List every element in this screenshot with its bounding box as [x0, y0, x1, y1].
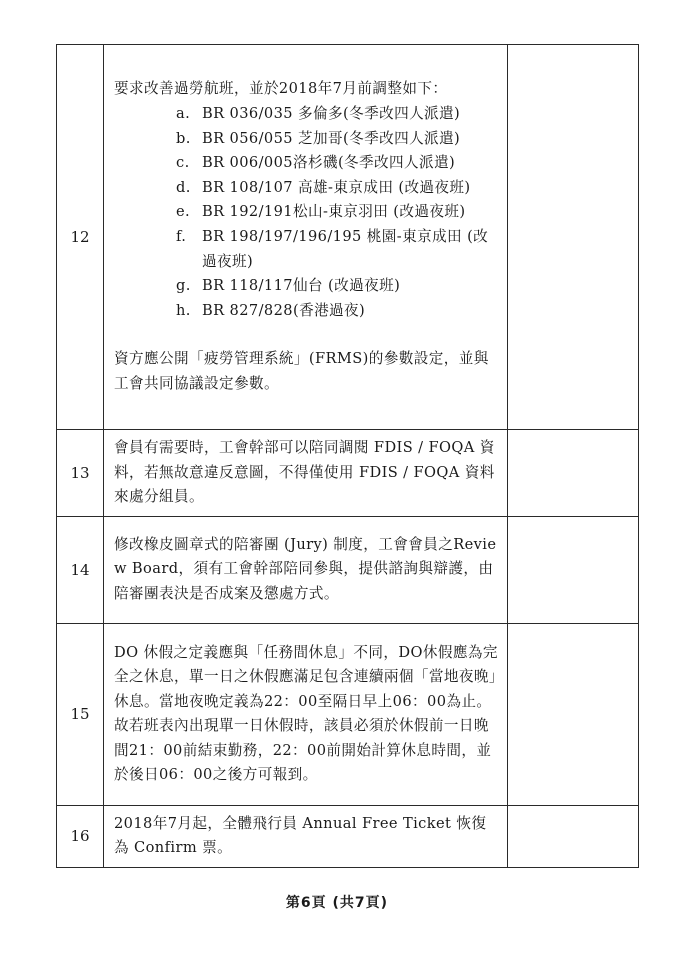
list-marker: d.	[176, 178, 191, 196]
list-marker: a.	[176, 105, 191, 123]
remarks-cell	[508, 516, 639, 623]
table-row-15	[57, 623, 639, 805]
list-marker: c.	[176, 154, 190, 172]
list-text: BR 192/191松山-東京羽田 (改過夜班)	[202, 203, 466, 221]
list-text: BR 006/005洛杉磯(冬季改四人派遣)	[202, 154, 456, 172]
list-text: BR 118/117仙台 (改過夜班)	[202, 277, 401, 295]
list-text: BR 827/828(香港過夜)	[202, 301, 366, 319]
row-content: 會員有需要時，工會幹部可以陪同調閱 FDIS / FOQA 資料，若無故意違反意圖，不得僅使用 FDIS / FOQA 資料來處分組員。	[104, 430, 508, 517]
list-marker: g.	[176, 277, 191, 295]
row-content: DO 休假之定義應與「任務間休息」不同，DO休假應為完全之休息，單一日之休假應滿足包含連續兩個「當地夜晚」休息。當地夜晚定義為22：00至隔日早上06：00為止。故若班表內出現單一日休假時，該員必須於休假前一日晚間21：00前結束勤務，22：00前開始計算休息時間，並於後日06：00之後方可報到。	[104, 623, 508, 805]
list-item	[114, 225, 499, 274]
row-number: 12	[57, 45, 104, 430]
list-item	[114, 127, 499, 152]
remarks-cell	[508, 805, 639, 867]
list-marker: f.	[176, 228, 187, 245]
list-item	[114, 274, 499, 299]
page-footer: 第6頁 (共7頁)	[285, 895, 389, 911]
row-intro: 要求改善過勞航班，並於2018年7月前調整如下：	[114, 80, 448, 98]
table-row-16	[57, 805, 639, 867]
table-row-13	[57, 430, 639, 517]
row-number: 16	[57, 805, 104, 867]
row-number: 15	[57, 623, 104, 805]
row-number: 13	[57, 430, 104, 517]
remarks-cell	[508, 45, 639, 430]
spacer	[114, 323, 499, 347]
list-item	[114, 102, 499, 127]
row-number: 14	[57, 516, 104, 623]
list-marker: h.	[176, 301, 191, 319]
list-text: BR 036/035 多倫多(冬季改四人派遣)	[202, 105, 461, 123]
list-item	[114, 299, 499, 324]
list-text: BR 056/055 芝加哥(冬季改四人派遣)	[202, 129, 461, 147]
list-item	[114, 200, 499, 225]
table-row-14	[57, 516, 639, 623]
list-text: BR 198/197/196/195 桃園-東京成田 (改過夜班)	[202, 228, 489, 270]
list-text: BR 108/107 高雄-東京成田 (改過夜班)	[202, 178, 471, 196]
remarks-cell	[508, 430, 639, 517]
row-content	[104, 45, 508, 430]
list-item	[114, 176, 499, 201]
list-marker: b.	[176, 129, 191, 147]
table-row-12	[57, 45, 639, 430]
remarks-cell	[508, 623, 639, 805]
row-content: 2018年7月起，全體飛行員 Annual Free Ticket 恢復為 Confirm 票。	[104, 805, 508, 867]
row-content: 修改橡皮圖章式的陪審團 (Jury) 制度，工會會員之Review Board，須有工會幹部陪同參與，提供諮詢與辯護，由陪審團表決是否成案及懲處方式。	[104, 516, 508, 623]
list-marker: e.	[176, 203, 191, 221]
demands-table	[56, 44, 639, 868]
row-closing: 資方應公開「疲勞管理系統」(FRMS)的參數設定，並與工會共同協議設定參數。	[114, 350, 489, 392]
list-item	[114, 151, 499, 176]
flight-list	[114, 102, 499, 323]
